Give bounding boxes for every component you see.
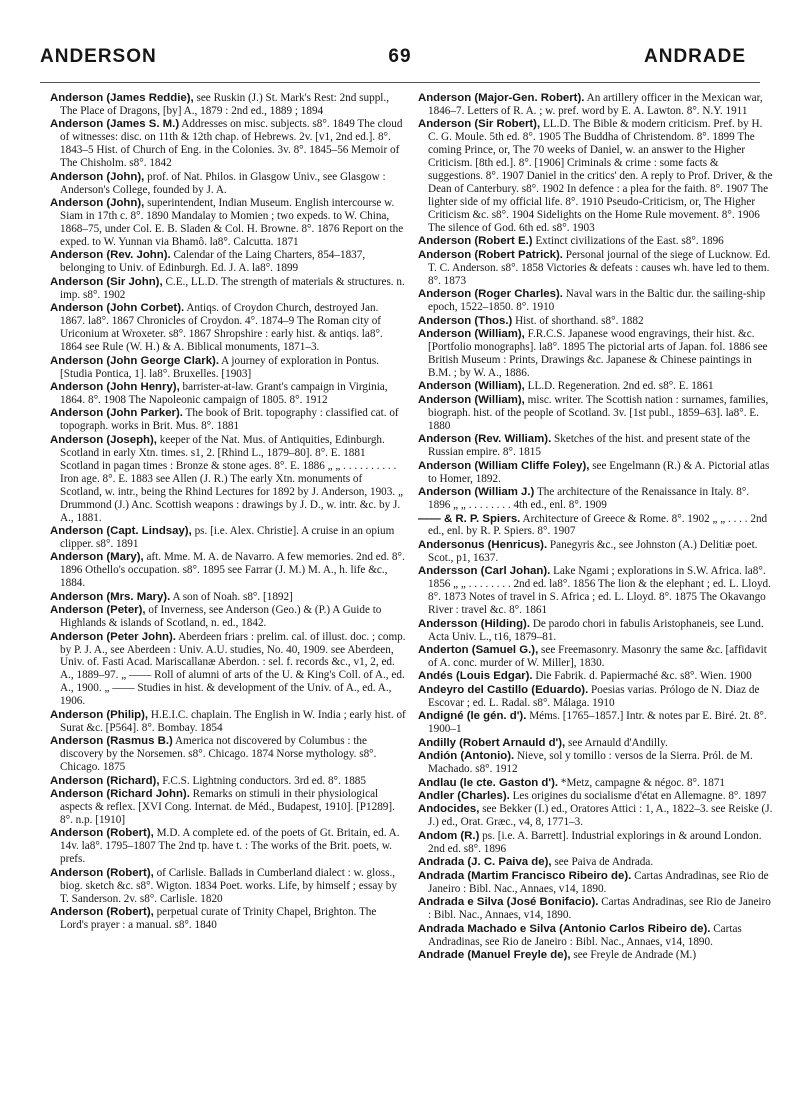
entry-text: see Ruskin (J.) St. Mark's Rest: 2nd suppl., The Place of Dragons, [by] A., 1879 : 2nd ed., 1889 ; 1894 [60,92,389,117]
entry-text: F.C.S. Lightning conductors. 3rd ed. 8°. 1885 [159,774,366,787]
entry-heading: Andrada e Silva (José Bonifacio). [418,896,599,909]
catalog-entry [418,710,774,736]
entry-heading: Andersson (Hilding). [418,617,531,630]
entry-text: Naval wars in the Baltic dur. the sailing-ship epoch, 1522–1850. 8°. 1910 [428,288,766,314]
catalog-entry [418,92,774,118]
entry-heading: Anderson (James S. M.) [50,118,180,131]
catalog-entry [50,551,406,590]
entry-text: Extinct civilizations of the East. s8°. 1896 [532,235,724,248]
entry-text: Remarks on stimuli in their physiological aspects & reflex. [XVI Cong. Internat. de Méd., Budapest, 1910]. [P1289]. 8°. n.p. [1910] [60,788,395,826]
entry-heading: Anderson (Robert), [50,906,154,919]
entry-text: America not discovered by Columbus : the discovery by the Norsemen. s8°. Chicago. 1874 Norse mythology. s8°. Chicago. 1875 [60,735,377,774]
entry-heading: Andersonus (Henricus). [418,538,548,551]
entry-heading: Anderson (John), [50,170,145,183]
catalog-entry [418,288,774,314]
catalog-entry [418,750,774,776]
entry-heading: Anderson (Capt. Lindsay), [50,524,192,537]
catalog-entry [50,631,406,709]
entry-heading: Andrada (J. C. Paiva de), [418,856,552,869]
entry-text: Cartas Andradinas, see Rio de Janeiro : Bibl. Nac., Annaes, v14, 1890. [428,896,771,922]
catalog-entry [418,923,774,949]
catalog-entry [50,407,406,433]
entry-heading: Anderson (Richard), [50,774,160,787]
entry-heading: Andocides, [418,803,480,816]
catalog-entry [50,591,406,604]
catalog-entry [418,394,774,433]
catalog-entry [418,565,774,617]
entry-text: Nieve, sol y tomillo : versos de la Sierra. Pról. de M. Machado. s8°. 1912 [428,750,753,776]
entry-text: F.R.C.S. Japanese wood engravings, their hist. &c. [Portfolio monographs]. la8°. 1895 The pictorial arts of Japan. fol. 1886 see British Museum : Prints, Drawings &c. Japanese & Chinese paintings in B.M. ; by W. A., 1886. [428,328,768,380]
catalog-entry [418,328,774,380]
entry-heading: Andrade (Manuel Freyle de), [418,948,571,961]
entry-heading: Anderson (James Reddie), [50,92,194,104]
entry-heading: Anderson (William J.) [418,486,535,499]
entry-text: see Bekker (I.) ed., Oratores Attici : 1, A., 1822–3. see Reiske (J. J.) ed., Orat. Græc., v4, 8, 1771–3. [428,803,773,829]
entry-text: prof. of Nat. Philos. in Glasgow Univ., see Glasgow : Anderson's College, founded by J. A. [60,170,386,196]
catalog-entry [50,827,406,866]
catalog-entry [418,235,774,248]
header-rule [40,82,760,83]
entry-heading: Anderson (Sir Robert), [418,118,541,131]
entry-text: of Inverness, see Anderson (Geo.) & (P.) A Guide to Highlands & islands of Scotland, n. ed., 1842. [60,604,382,630]
entry-heading: Andlau (le cte. Gaston d'). [418,776,559,789]
entry-text: De parodo chori in fabulis Aristophaneis, see Lund. Acta Univ. L., t16, 1879–81. [428,617,764,643]
header-right-guide-word: ANDRADE [644,46,746,67]
entry-heading: Andersson (Carl Johan). [418,565,551,578]
entry-text: The book of Brit. topography : classified cat. of topograph. works in Brit. Mus. 8°. 1881 [60,407,399,433]
catalog-entry [418,380,774,393]
entry-heading: Andrada (Martim Francisco Ribeiro de). [418,869,632,882]
entry-text: see Freyle de Andrade (M.) [570,948,697,961]
catalog-entry [418,803,774,829]
entry-text: see Arnauld d'Andilly. [565,736,668,749]
catalog-entry [418,790,774,803]
entry-text: Poesias varias. Prólogo de N. Diaz de Escovar ; ed. L. Radal. s8°. Málaga. 1910 [428,683,760,709]
entry-text: Panegyris &c., see Johnston (A.) Delitiæ poet. Scot., p1, 1637. [428,538,758,564]
entry-text: The architecture of the Renaissance in Italy. 8°. 1896 „ „ . . . . . . . . 4th ed., enl. 8°. 1909 [428,486,750,512]
catalog-entry [418,644,774,670]
catalog-entry [418,618,774,644]
entry-heading: Anderson (Sir John), [50,275,163,288]
catalog-entry [50,775,406,788]
entry-text: see Paiva de Andrada. [551,856,654,869]
entry-heading: Anderson (William), [418,380,525,393]
catalog-entry [50,906,406,932]
catalog-entry [418,433,774,459]
entry-text: barrister-at-law. Grant's campaign in Virginia, 1864. 8°. 1908 The Napoleonic campaign of 1805. 8°. 1912 [60,380,388,406]
entry-text: LL.D. The Bible & modern criticism. Pref. by H. C. G. Moule. 5th ed. 8°. 1905 The Buddha of Christendom. 8°. 1899 The coming Prince, or, The 70 weeks of Daniel, w. an answer to the Higher Criticism. [8th ed.]. 8°. [1906] Criminals & crime : some facts & suggestions. 8°. 1907 Daniel in the critics' den. A reply to Prof. Driver, & the Dean of Canterbury. s8°. 1902 In defence : a plea for the faith. 8°. 1907 The lighter side of my official life. 8°. 1910 Pseudo-Criticism, or, The Higher Criticism &c. s8°. 1904 Sidelights on the Home Rule movement. 8°. 1906 The silence of God. 6th ed. s8°. 1903 [428,118,773,235]
catalog-entry [418,486,774,512]
entry-text: see Freemasonry. Masonry the same &c. [affidavit of A. conc. murder of W. Miller], 1830. [428,644,767,669]
entry-heading: Anderson (Mary), [50,551,144,564]
catalog-entry [50,434,406,525]
entry-text: Architecture of Greece & Rome. 8°. 1902 „ „ . . . . 2nd ed., enl. by R. P. Spiers. 8°. 1907 [428,512,768,538]
entry-heading: —— & R. P. Spiers. [418,512,521,525]
entry-text: H.E.I.C. chaplain. The English in W. India ; early hist. of Surat &c. [P564]. 8°. Bombay. 1854 [60,708,406,734]
entry-text: Aberdeen friars : prelim. cal. of illust. doc. ; comp. by P. J. A., see Aberdeen : Univ. A.U. studies, No. 40, 1909. see Aberdeen, Univ. of. Fasti Acad. Mariscallanæ Aberdon. : sel. f. records &c., v1, 2, ed. A., 1889–97. „ —— Roll of alumni of arts of the U. & King's Coll. of A., ed. A., 1900. „ —— Studies in hist. & development of the Univ. of A., ed. A., 1906. [60,630,406,708]
entry-text: M.D. A complete ed. of the poets of Gt. Britain, ed. A. 14v. la8°. 1795–1807 The 2nd tp. have t. : The works of the Brit. poets, w. prefs. [60,827,400,866]
entry-heading: Andigné (le gén. d'). [418,710,527,723]
entry-heading: Anderson (Richard John). [50,788,190,801]
catalog-entry [50,735,406,774]
entry-heading: Anderson (Robert E.) [418,235,533,248]
entry-heading: Andeyro del Castillo (Eduardo). [418,683,589,696]
entry-heading: Anderson (William Cliffe Foley), [418,459,590,472]
entry-text: Les origines du socialisme d'état en Allemagne. 8°. 1897 [509,790,767,803]
entry-heading: Anderton (Samuel G.), [418,644,539,657]
catalog-entry [50,276,406,302]
catalog-entry [50,788,406,827]
entry-text: of Carlisle. Ballads in Cumberland dialect : w. gloss., biog. sketch &c. s8°. Wigton. 1834 Poet. works. Life, by himself ; essay by T. Sanderson. 2v. s8°. Carlisle. 1820 [60,866,397,905]
entry-heading: Anderson (William), [418,393,525,406]
catalog-entry [418,777,774,790]
catalog-entry [418,896,774,922]
entry-heading: Anderson (Rev. John). [50,249,171,262]
entry-text: Addresses on misc. subjects. s8°. 1849 The cloud of witnesses: disc. on 11th & 12th chap. of Hebrews. 2v. [v1, 2nd ed.]. 8°. 1843–5 Hist. of Church of Eng. in the Colonies. 3v. 8°. 1845–56 Memoir of The Chisholm. s8°. 1842 [60,118,403,170]
entry-text: Hist. of shorthand. s8°. 1882 [512,314,644,327]
catalog-entry [418,539,774,565]
entry-text: A journey of exploration in Pontus. [Studia Pontica, 1]. la8°. Bruxelles. [1903] [60,354,380,380]
entry-text: Antiqs. of Croydon Church, destroyed Jan. 1867. la8°. 1867 Chronicles of Croydon. 4°. 1874–9 The Roman city of Uriconium at Wroxeter. s8°. 1867 Shropshire : early hist. & antiqs. la8°. 1864 see Rule (W. H.) & A. Biblical monuments, 1871–3. [60,302,383,354]
entry-text: Die Fabrik. d. Papiermaché &c. s8°. Wien. 1900 [532,670,752,683]
entry-heading: Anderson (Robert), [50,827,154,840]
catalog-entry [418,737,774,750]
entry-text: LL.D. Regeneration. 2nd ed. s8°. E. 1861 [524,380,714,393]
entry-heading: Andilly (Robert Arnauld d'), [418,736,566,749]
catalog-entry [418,870,774,896]
entry-heading: Anderson (John), [50,197,145,210]
catalog-entry [418,670,774,683]
page-number: 69 [388,46,412,67]
entry-heading: Anderson (Thos.) [418,314,513,327]
catalog-entry [50,525,406,551]
entry-heading: Andom (R.) [418,829,480,842]
catalog-entry [50,92,406,118]
entry-heading: Anderson (Robert), [50,866,154,879]
page-header [0,46,800,76]
catalog-entry [50,302,406,354]
catalog-entry [50,381,406,407]
entry-text: ps. [i.e. A. Barrett]. Industrial explorings in & around London. 2nd ed. s8°. 1896 [428,829,762,855]
entry-heading: Anderson (Robert Patrick). [418,248,563,261]
right-column [418,92,774,962]
entry-heading: Anderson (Rasmus B.) [50,735,173,748]
entry-heading: Andés (Louis Edgar). [418,670,533,683]
entry-heading: Anderson (Joseph), [50,433,157,446]
header-left-guide-word: ANDERSON [40,46,157,67]
entry-text: see Engelmann (R.) & A. Pictorial atlas to Homer, 1892. [428,459,770,485]
entry-text: perpetual curate of Trinity Chapel, Brighton. The Lord's prayer : a manual. s8°. 1840 [60,906,377,932]
catalog-entry [50,171,406,197]
entry-text: *Metz, campagne & négoc. 8°. 1871 [558,776,726,789]
entry-text: ps. [i.e. Alex. Christie]. A cruise in an opium clipper. s8°. 1891 [60,524,395,550]
entry-heading: Andrada Machado e Silva (Antonio Carlos Ribeiro de). [418,922,711,935]
entry-text: C.E., LL.D. The strength of materials & structures. n. imp. s8°. 1902 [60,275,405,301]
catalog-entry [418,315,774,328]
entry-text: A son of Noah. s8°. [1892] [170,590,293,603]
catalog-entry [50,249,406,275]
entry-text: misc. writer. The Scottish nation : surnames, families, biograph. hist. of the people of Scotland. 3v. [1st publ., 1859–63]. la8°. E. 1880 [428,393,769,432]
entry-text: Méms. [1765–1857.] Intr. & notes par E. Biré. 2t. 8°. 1900–1 [428,710,767,736]
left-column [50,92,406,933]
catalog-entry [418,830,774,856]
entry-text: Sketches of the hist. and present state of the Russian empire. 8°. 1815 [428,433,751,459]
catalog-entry [50,197,406,249]
entry-text: superintendent, Indian Museum. English intercourse w. Siam in 17th c. 8°. 1890 Mandalay to Momien ; two expeds. to W. China, 1868–75, under Col. E. B. Sladen & Col. H. Browne. 8°. 1876 Report on the exped. to W. Yunnan via Bhamô. la8°. Calcutta. 1871 [60,197,404,248]
entry-heading: Anderson (Mrs. Mary). [50,590,171,603]
entry-heading: Andler (Charles). [418,790,510,803]
entry-text: Lake Ngami ; explorations in S.W. Africa. la8°. 1856 „ „ . . . . . . . . 2nd ed. la8°. 1856 The lion & the elephant ; ed. L. Lloyd. 8°. 1873 Notes of travel in S. Africa ; ed. L. Lloyd. 8°. 1875 The Okavango River : travel &c. 8°. 1861 [428,565,771,617]
catalog-entry [418,460,774,486]
catalog-entry [418,684,774,710]
entry-text: Cartas Andradinas, see Rio de Janeiro : Bibl. Nac., Annaes, v14, 1890. [428,922,742,948]
catalog-entry [50,118,406,170]
entry-heading: Anderson (Peter John). [50,630,176,643]
entry-heading: Anderson (Peter), [50,604,146,617]
entry-heading: Anderson (Philip), [50,708,149,721]
catalog-entry [418,118,774,235]
entry-heading: Anderson (John Henry), [50,380,180,393]
entry-heading: Anderson (John George Clark). [50,354,219,367]
entry-text: Cartas Andradinas, see Rio de Janeiro : Bibl. Nac., Annaes, v14, 1890. [428,869,769,895]
catalog-entry [418,513,774,539]
entry-heading: Anderson (Roger Charles). [418,288,563,301]
entry-heading: Anderson (William), [418,328,525,341]
catalog-entry [418,856,774,869]
entry-heading: Anderson (John Corbet). [50,302,185,315]
catalog-entry [418,249,774,288]
catalog-entry [418,949,774,962]
catalog-entry [50,709,406,735]
catalog-entry [50,355,406,381]
entry-text: aft. Mme. M. A. de Navarro. A few memories. 2nd ed. 8°. 1896 Othello's occupation. s8°. 1895 see Farrar (J. M.) M. A., h. life &c., 1884. [60,551,405,590]
entry-heading: Anderson (Major-Gen. Robert). [418,92,585,104]
catalog-entry [50,604,406,630]
entry-text: keeper of the Nat. Mus. of Antiquities, Edinburgh. Scotland in early Xtn. times. s1, 2. [Rhind L., 1879–80]. 8°. E. 1881 Scotland in pagan times : Bronze & stone ages. 8°. E. 1886 „ „ . . . . . . . . . . Iron age. 8°. E. 1883 see Allen (J. R.) The early Xtn. monuments of Scotland, w. intr., being the Rhind Lectures for 1892 by J. Anderson, 1903. „ Drummond (J.) Anc. Scottish weapons : drawings by J. D., w. intr. &c. by J. A., 1881. [60,433,403,524]
catalog-entry [50,867,406,906]
entry-text: An artillery officer in the Mexican war, 1846–7. Letters of R. A. ; w. pref. word by E. A. Lawton. 8°. N.Y. 1911 [428,92,763,117]
entry-heading: Anderson (Rev. William). [418,433,552,446]
entry-heading: Anderson (John Parker). [50,407,183,420]
entry-heading: Andión (Antonio). [418,750,515,763]
entry-text: Personal journal of the siege of Lucknow. Ed. T. C. Anderson. s8°. 1858 Victories & defeats : causes wh. have led to them. 8°. 1873 [428,248,771,287]
entry-text: Calendar of the Laing Charters, 854–1837, belonging to Univ. of Edinburgh. Ed. J. A. la8°. 1899 [60,249,366,275]
